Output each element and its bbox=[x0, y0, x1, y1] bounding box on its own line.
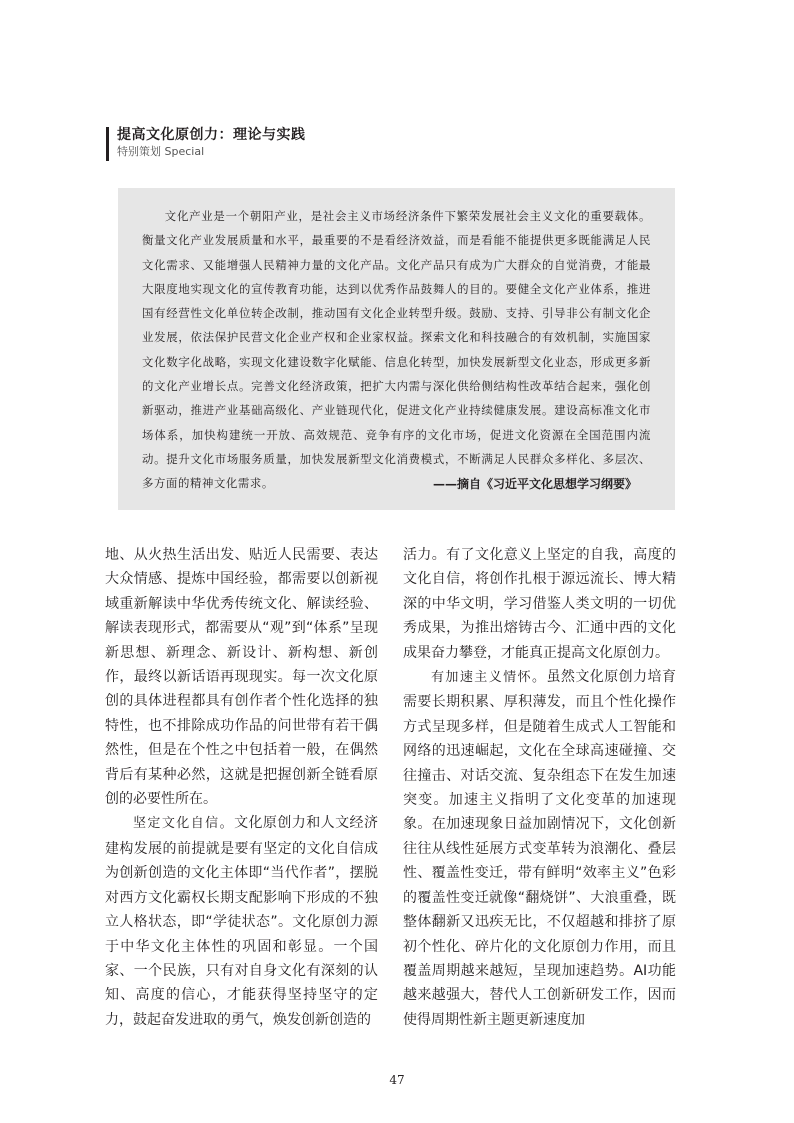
left-column bbox=[105, 543, 378, 1032]
quote-text: 文化产业是一个朝阳产业，是社会主义市场经济条件下繁荣发展社会主义文化的重要载体。衡量文化产业发展质量和水平，最重要的不是看经济效益，而是看能不能提供更多既能满足人民文化需求、又能增强人民精神力量的文化产品。文化产品只有成为广大群众的自觉消费，才能最大限度地实现文化的宣传教育功能，达到以优秀作品鼓舞人的目的。要健全文化产业体系，推进国有经营性文化单位转企改制，推动国有文化企业转型升级。鼓励、支持、引导非公有制文化企业发展，依法保护民营文化企业产权和企业家权益。探索文化和科技融合的有效机制，实施国家文化数字化战略，实现文化建设数字化赋能、信息化转型，加快发展新型文化业态，形成更多新的文化产业增长点。完善文化经济政策，把扩大内需与深化供给侧结构性改革结合起来，强化创新驱动，推进产业基础高级化、产业链现代化，促进文化产业持续健康发展。建设高标准文化市场体系，加快构建统一开放、高效规范、竞争有序的文化市场，促进文化资源在全国范围内流动。提升文化市场服务质量，加快发展新型文化消费模式，不断满足人民群众多样化、多层次、多方面的精神文化需求。 bbox=[142, 209, 651, 491]
quote-box bbox=[118, 188, 675, 510]
section-title: 提高文化原创力：理论与实践 bbox=[117, 127, 306, 143]
section-header bbox=[106, 127, 306, 161]
left-paragraph-2-body: 文化原创力和人文经济建构发展的前提就是要有坚定的文化自信成为创新创造的文化主体即“当代作者”，摆脱对西方文化霸权长期支配影响下形成的不独立人格状态，即“学徒状态”。文化原创力源于中华文化主体性的巩固和彰显。一个国家、一个民族，只有对自身文化有深刻的认知、高度的信心，才能获得坚持坚守的定力，鼓起奋发进取的勇气，焕发创新创造的 bbox=[105, 815, 378, 1028]
left-paragraph-2 bbox=[105, 811, 378, 1032]
right-paragraph-2 bbox=[403, 665, 676, 1032]
section-label: 特别策划 Special bbox=[117, 145, 205, 158]
quote-source: ——摘自《习近平文化思想学习纲要》 bbox=[432, 477, 637, 491]
left-paragraph-1: 地、从火热生活出发、贴近人民需要、表达大众情感、提炼中国经验，都需要以创新视域重新解读中华优秀传统文化、解读经验、解读表现形式，都需要从“观”到“体系”呈现新思想、新理念、新设计、新构想、新创作，最终以新话语再现现实。每一次文化原创的具体进程都具有创作者个性化选择的独特性，也不排除成功作品的问世带有若干偶然性，但是在个性之中包括着一般，在偶然背后有某种必然，这就是把握创新全链看原创的必要性所在。 bbox=[105, 547, 378, 808]
right-paragraph-2-body: 虽然文化原创力培育需要长期积累、厚积薄发，而且个性化操作方式呈现多样，但是随着生成式人工智能和网络的迅速崛起，文化在全球高速碰撞、交往撞击、对话交流、复杂组态下在发生加速突变。加速主义指明了文化变革的加速现象。在加速现象日益加剧情况下，文化创新往往从线性延展方式变革转为浪潮化、叠层性、覆盖性变迁，带有鲜明“效率主义”色彩的覆盖性变迁就像“翻烧饼”、大浪重叠，既整体翻新又迅疾无比，不仅超越和排挤了原初个性化、碎片化的文化原创力作用，而且覆盖周期越来越短，呈现加速趋势。AI功能越来越强大，替代人工创新研发工作，因而使得周期性新主题更新速度加 bbox=[403, 669, 676, 1028]
right-column bbox=[403, 543, 676, 1032]
subheading-accelerationism: 有加速主义情怀。 bbox=[431, 670, 547, 686]
right-paragraph-1: 活力。有了文化意义上坚定的自我，高度的文化自信，将创作扎根于源远流长、博大精深的中华文明，学习借鉴人类文明的一切优秀成果，为推出熔铸古今、汇通中西的文化成果奋力攀登，才能真正提高文化原创力。 bbox=[403, 547, 676, 661]
page-number: 47 bbox=[389, 1073, 405, 1087]
subheading-cultural-confidence: 坚定文化自信。 bbox=[133, 816, 235, 832]
